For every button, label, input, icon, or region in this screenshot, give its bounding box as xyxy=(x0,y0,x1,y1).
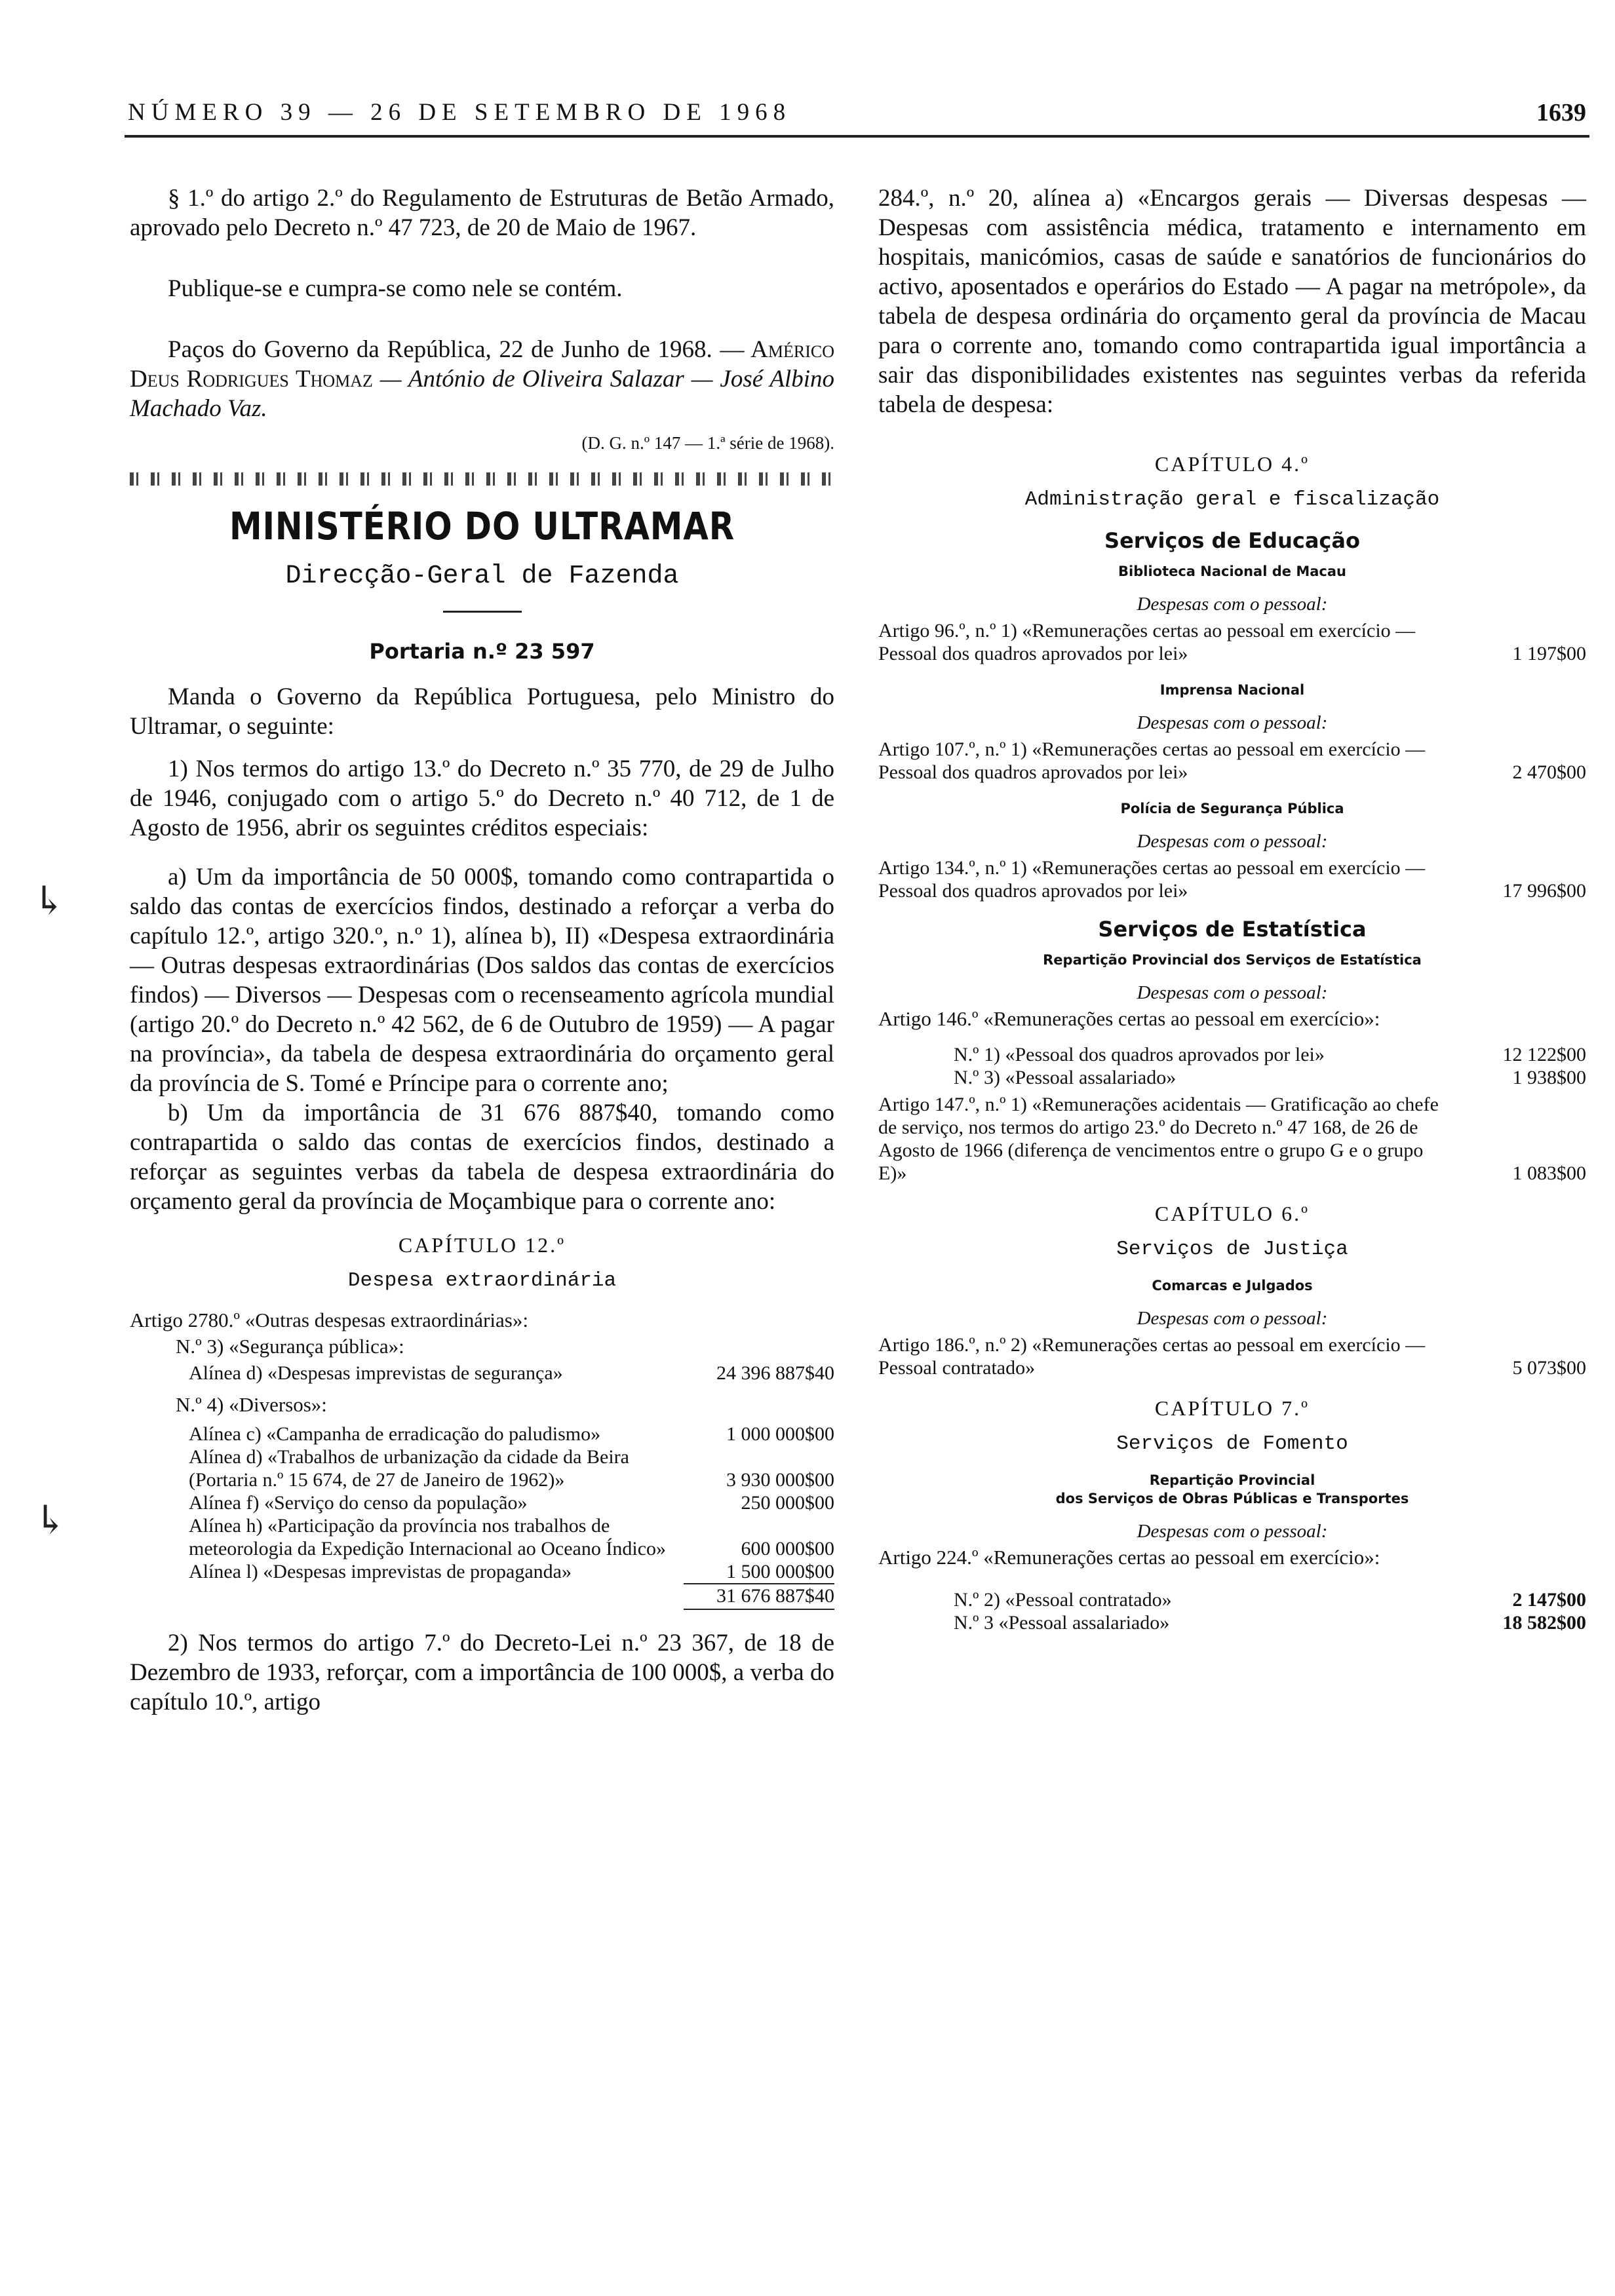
budget-row xyxy=(878,1066,1586,1089)
table-row xyxy=(130,1491,834,1514)
budget-row-text: Artigo 147.º, n.º 1) «Remunerações acidentais — Gratificação ao chefe de serviço, nos termos do artigo 23.º do Decreto n.º 47 168, de 26 de Agosto de 1966 (diferença de vencimentos entre o grupo G e o grupo E)» xyxy=(878,1094,1439,1184)
credit-table xyxy=(130,1309,834,1610)
budget-row-text: N.º 3 «Pessoal assalariado» xyxy=(954,1612,1170,1634)
page-header xyxy=(128,98,1586,138)
budget-row-amount: 18 582$00 xyxy=(1502,1612,1586,1634)
budget-row xyxy=(878,1093,1586,1185)
capitulo-12-heading: CAPÍTULO 12.º xyxy=(398,1233,566,1257)
servicos-estatistica-heading: Serviços de Estatística xyxy=(1098,917,1367,942)
budget-row-amount: 12 122$00 xyxy=(1502,1044,1586,1065)
table-n4-line: N.º 4) «Diversos»: xyxy=(176,1393,327,1416)
header-rule xyxy=(125,135,1589,138)
signatories-ministers: — António de Oliveira Salazar — José Albino Machado Vaz. xyxy=(130,366,834,422)
budget-row xyxy=(878,856,1586,902)
item-2-paragraph: 2) Nos termos do artigo 7.º do Decreto-Lei n.º 23 367, de 18 de Dezembro de 1933, reforçar, com a importância de 100 000$, a verba do capítulo 10.º, artigo xyxy=(130,1630,834,1715)
despesas-pessoal-label: Despesas com o pessoal: xyxy=(1137,1308,1328,1329)
table-row-text: Alínea l) «Despesas imprevistas de propaganda» xyxy=(189,1561,572,1582)
item-b-paragraph: b) Um da importância de 31 676 887$40, tomando como contrapartida o saldo das contas de exercícios findos, destinado a reforçar as seguintes verbas da tabela de despesa extraordinária do orçamento geral da província de Moçambique para o corrente ano: xyxy=(130,1100,834,1215)
budget-row xyxy=(878,1043,1586,1066)
table-row-text: Alínea c) «Campanha de erradicação do paludismo» xyxy=(189,1423,601,1445)
despesas-pessoal-label: Despesas com o pessoal: xyxy=(1137,831,1328,852)
despesas-pessoal-label: Despesas com o pessoal: xyxy=(1137,982,1328,1003)
table-row-text: Alínea d) «Trabalhos de urbanização da cidade da Beira (Portaria n.º 15 674, de 27 de Janeiro de 1962)» xyxy=(189,1446,629,1491)
reparticao-estatistica-heading: Repartição Provincial dos Serviços de Estatística xyxy=(1043,952,1422,968)
budget-row-text: Artigo 134.º, n.º 1) «Remunerações certas ao pessoal em exercício — Pessoal dos quadros aprovados por lei» xyxy=(878,857,1426,902)
budget-row xyxy=(878,1611,1586,1634)
table-row-text: Alínea d) «Despesas imprevistas de segurança» xyxy=(189,1362,563,1384)
ministry-title: MINISTÉRIO DO ULTRAMAR xyxy=(229,504,735,548)
imprensa-heading: Imprensa Nacional xyxy=(1159,682,1305,698)
table-row-amount: 24 396 887$40 xyxy=(716,1362,834,1384)
table-row xyxy=(130,1423,834,1445)
capitulo-7-heading: CAPÍTULO 7.º xyxy=(1154,1396,1310,1420)
capitulo-4-heading: CAPÍTULO 4.º xyxy=(1154,452,1310,476)
table-artigo-line: Artigo 2780.º «Outras despesas extraordinárias»: xyxy=(130,1309,528,1331)
capitulo-6-heading: CAPÍTULO 6.º xyxy=(1154,1202,1310,1225)
signatory-president: — Américo Deus Rodrigues Thomaz xyxy=(130,336,834,392)
budget-row-text: Artigo 107.º, n.º 1) «Remunerações certas ao pessoal em exercício — Pessoal dos quadros aprovados por lei» xyxy=(878,738,1426,783)
budget-row-text: Artigo 186.º, n.º 2) «Remunerações certas ao pessoal em exercício — Pessoal contratado» xyxy=(878,1334,1426,1379)
reparticao-obras-heading-1: Repartição Provincial xyxy=(1149,1472,1315,1488)
table-row-amount: 600 000$00 xyxy=(741,1538,834,1559)
publique-paragraph: Publique-se e cumpra-se como nele se contém. xyxy=(168,275,623,302)
budget-row-text: Artigo 96.º, n.º 1) «Remunerações certas ao pessoal em exercício — Pessoal dos quadros aprovados por lei» xyxy=(878,620,1416,664)
table-row-amount: 1 500 000$00 xyxy=(726,1561,834,1582)
budget-row-text: N.º 2) «Pessoal contratado» xyxy=(954,1589,1172,1611)
administracao-heading: Administração geral e fiscalização xyxy=(1024,488,1440,511)
table-total-amount: 31 676 887$40 xyxy=(716,1585,834,1607)
budget-row xyxy=(878,738,1586,784)
short-rule xyxy=(443,611,522,613)
page-number: 1639 xyxy=(1536,99,1586,126)
table-n3-line: N.º 3) «Segurança pública»: xyxy=(176,1335,404,1358)
servicos-educacao-heading: Serviços de Educação xyxy=(1104,528,1360,553)
comarcas-heading: Comarcas e Julgados xyxy=(1152,1278,1313,1293)
item-a-paragraph: a) Um da importância de 50 000$, tomando como contrapartida o saldo das contas de exercícios findos, destinado a reforçar a verba do capítulo 12.º, artigo 320.º, n.º 1), alínea b), II) «Despesa extraordinária — Outras despesas extraordinárias (Dos saldos das contas de exercícios findos) — Diversos — Despesas com o recenseamento agrícola mundial (artigo 20.º do Decreto n.º 42 562, de 6 de Outubro de 1959) — A pagar na província», da tabela de despesa extraordinária do orçamento geral da província de S. Tomé e Príncipe para o corrente ano; xyxy=(130,864,834,1097)
despesa-extraordinaria-heading: Despesa extraordinária xyxy=(347,1269,617,1292)
direccao-geral-title: Direcção-Geral de Fazenda xyxy=(285,562,679,591)
table-row xyxy=(130,1445,834,1491)
margin-arrow-icon: ↳ xyxy=(34,1499,68,1542)
table-row-amount: 1 000 000$00 xyxy=(726,1423,834,1445)
servicos-fomento-heading: Serviços de Fomento xyxy=(1116,1432,1348,1455)
item-1-paragraph: 1) Nos termos do artigo 13.º do Decreto n.º 35 770, de 29 de Julho de 1946, conjugado com o artigo 5.º do Decreto n.º 40 712, de 1 de Agosto de 1956, abrir os seguintes créditos especiais: xyxy=(130,756,834,841)
artigo-224-line: Artigo 224.º «Remunerações certas ao pessoal em exercício»: xyxy=(878,1546,1380,1569)
dg-reference: (D. G. n.º 147 — 1.ª série de 1968). xyxy=(581,433,834,453)
intro-paragraph: § 1.º do artigo 2.º do Regulamento de Estruturas de Betão Armado, aprovado pelo Decreto n.º 47 723, de 20 de Maio de 1967. xyxy=(130,185,834,241)
policia-heading: Polícia de Segurança Pública xyxy=(1120,801,1344,816)
despesas-pessoal-label: Despesas com o pessoal: xyxy=(1137,1521,1328,1542)
budget-row-amount: 1 083$00 xyxy=(1512,1162,1586,1184)
budget-row xyxy=(878,1333,1586,1379)
budget-row xyxy=(878,619,1586,665)
budget-row-amount: 1 197$00 xyxy=(1512,643,1586,664)
table-row-text: Alínea h) «Participação da província nos trabalhos de meteorologia da Expedição Internacional ao Oceano Índico» xyxy=(189,1515,667,1559)
reparticao-obras-heading-2: dos Serviços de Obras Públicas e Transportes xyxy=(1055,1491,1409,1506)
artigo-146-line: Artigo 146.º «Remunerações certas ao pessoal em exercício»: xyxy=(878,1007,1380,1030)
left-column xyxy=(130,183,834,1717)
pacos-date: Paços do Governo da República, 22 de Junho de 1968. xyxy=(168,336,712,363)
budget-row-amount: 17 996$00 xyxy=(1502,880,1586,902)
biblioteca-heading: Biblioteca Nacional de Macau xyxy=(1118,564,1346,579)
table-row xyxy=(130,1362,834,1385)
continuation-paragraph: 284.º, n.º 20, alínea a) «Encargos gerais — Diversas despesas — Despesas com assistência médica, tratamento e internamento em hospitais, manicómios, casas de saúde e sanatórios de funcionários do activo, aposentados e operários do Estado — A pagar na metrópole», da tabela de despesa ordinária do orçamento geral da província de Macau para o corrente ano, tomando como contrapartida igual importância a sair das disponibilidades existentes nas seguintes verbas da referida tabela de despesa: xyxy=(878,185,1586,418)
portaria-number: Portaria n.º 23 597 xyxy=(369,639,595,664)
table-row xyxy=(130,1560,834,1583)
budget-row-amount: 1 938$00 xyxy=(1512,1067,1586,1088)
table-row-amount: 3 930 000$00 xyxy=(726,1469,834,1491)
table-row xyxy=(130,1514,834,1560)
ornamental-divider xyxy=(130,472,834,486)
table-row-text: Alínea f) «Serviço do censo da população» xyxy=(189,1492,528,1514)
budget-row xyxy=(878,1588,1586,1611)
despesas-pessoal-label: Despesas com o pessoal: xyxy=(1137,712,1328,733)
budget-row-text: N.º 1) «Pessoal dos quadros aprovados por lei» xyxy=(954,1044,1325,1065)
table-row-amount: 250 000$00 xyxy=(741,1492,834,1514)
table-total-row xyxy=(130,1584,834,1607)
margin-arrow-icon: ↳ xyxy=(33,879,66,923)
budget-row-text: N.º 3) «Pessoal assalariado» xyxy=(954,1067,1177,1088)
manda-paragraph: Manda o Governo da República Portuguesa, pelo Ministro do Ultramar, o seguinte: xyxy=(130,683,834,740)
despesas-pessoal-label: Despesas com o pessoal: xyxy=(1137,594,1328,615)
budget-row-amount: 2 470$00 xyxy=(1512,761,1586,783)
issue-line: NÚMERO 39 — 26 DE SETEMBRO DE 1968 xyxy=(128,99,792,126)
budget-row-amount: 5 073$00 xyxy=(1512,1357,1586,1379)
pacos-paragraph xyxy=(130,335,834,423)
budget-row-amount: 2 147$00 xyxy=(1512,1589,1586,1611)
right-column xyxy=(878,183,1586,1634)
servicos-justica-heading: Serviços de Justiça xyxy=(1116,1238,1348,1261)
